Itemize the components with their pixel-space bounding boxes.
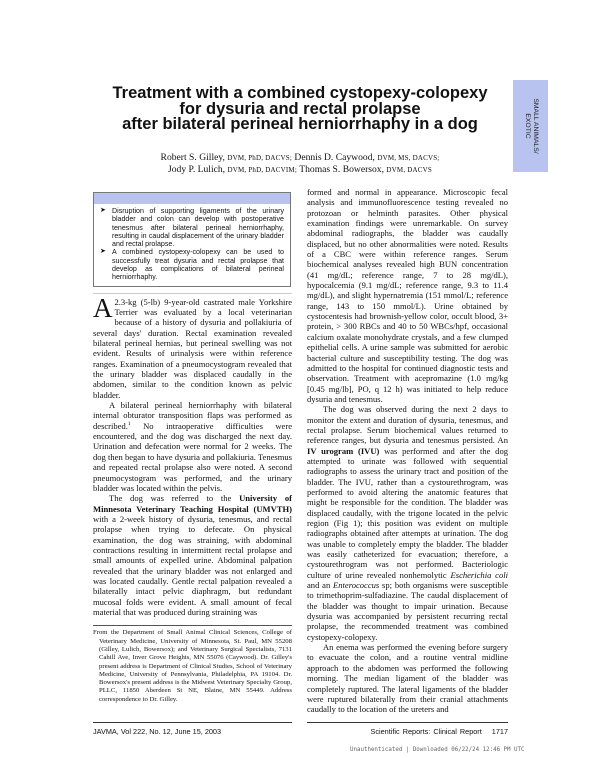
reference-citation: 1 bbox=[127, 420, 131, 427]
author-name: Thomas S. Bowersox, bbox=[299, 164, 384, 175]
page-number: 1717 bbox=[491, 726, 508, 736]
arrowhead-bullet-icon: ➤ bbox=[100, 207, 106, 214]
left-footer bbox=[93, 715, 292, 736]
key-points-box bbox=[93, 192, 291, 287]
author-name: Dennis D. Caywood, bbox=[294, 152, 375, 163]
paragraph bbox=[307, 404, 508, 642]
running-footer bbox=[307, 727, 508, 736]
article-title bbox=[90, 86, 510, 133]
paragraph-text: was performed and after the dog attempted to urinate was followed with sequential radiographs to assess the urinary tract and position of the bladder. The IVU, rather than a cystourethrogram, was performed to avoid altering the anatomic features that might be responsible for the condition. The bladder was displaced caudally, with the trigone located in the pelvic region (Fig 1); this position was evident on multiple radiographs obtained after attempts at urination. The dog was unable to completely empty the bladder. The bladder was easily catheterized for evacuation; therefore, a cystourethrogram was not performed. Bacteriologic culture of urine revealed nonhemolytic bbox=[307, 445, 508, 580]
author-name: Jody P. Lulich, bbox=[168, 164, 226, 175]
title-line: Treatment with a combined cystopexy-colopexy bbox=[112, 84, 488, 102]
paragraph-text: and an bbox=[307, 580, 334, 591]
paragraph-text: 2.3-kg (5-lb) 9-year-old castrated male Yorkshire Terrier was evaluated by a local veterinarian because of a history of dysuria and pollakiuria of several days' duration. Rectal examination revealed bilateral perineal hernias, but perineal swelling was not evident. Results of urinalysis were within reference ranges. Examination of a pneumocystogram revealed that the urinary bladder was displaced caudally in the abdomen, similar to the condition known as pelvic bladder. bbox=[93, 296, 292, 400]
paragraph bbox=[93, 400, 292, 493]
author-degrees: DVM, PhD, DACVS; bbox=[227, 154, 293, 162]
title-line: for dysuria and rectal prolapse bbox=[179, 99, 421, 118]
paragraph-text: The dog was observed during the next 2 days to monitor the extent and duration of dysuria, tenesmus, and rectal prolapse. Serum biochemical values returned to reference ranges, but dysuria and tenesmus persisted. An bbox=[307, 404, 508, 446]
footer-rule-right bbox=[307, 722, 508, 723]
drop-cap: A bbox=[93, 292, 113, 323]
paragraph-text: The dog was referred to the bbox=[109, 493, 240, 504]
left-column-text bbox=[93, 293, 292, 618]
section-tab bbox=[513, 80, 548, 172]
organism-name: Escherichia coli bbox=[450, 569, 508, 580]
key-point bbox=[100, 248, 284, 281]
key-point bbox=[100, 207, 284, 248]
key-point-text: Disruption of supporting ligaments of the urinary bladder and colon can develop with postoperative tenesmus after bilateral perineal herniorrhaphy, resulting in caudal displacement of the urinary bladder and rectal prolapse. bbox=[112, 207, 284, 249]
left-column bbox=[93, 184, 292, 736]
affiliation-footnote bbox=[93, 625, 292, 704]
author-list bbox=[100, 152, 500, 176]
bold-term: University of Minnesota Veterinary Teaching Hospital (UMVTH) bbox=[93, 493, 292, 514]
key-point-text: A combined cystopexy-colopexy can be used to successfully treat dysuria and rectal prolapse that develop as complications of bilateral perineal herniorrhaphy. bbox=[112, 248, 284, 282]
arrowhead-bullet-icon: ➤ bbox=[100, 248, 106, 256]
section-tab-line: SMALL ANIMALS/ bbox=[531, 98, 539, 154]
title-line: after bilateral perineal herniorrhaphy in a dog bbox=[122, 115, 478, 133]
key-points-header-bar bbox=[94, 193, 290, 204]
paragraph: An enema was performed the evening before surgery to evacuate the colon, and a routine ventral midline approach to the abdomen was performed the following morning. The median ligament of the bladder was completely ruptured. The lateral ligaments of the bladder were ruptured bilaterally from their cranial attachments caudally to the location of the ureters and bbox=[307, 642, 508, 715]
author-degrees: DVM, DACVS bbox=[386, 166, 432, 174]
paragraph-text: A bilateral perineal herniorrhaphy with bilateral internal obturator transposition flaps was performed as described. bbox=[93, 400, 292, 431]
right-column-text bbox=[307, 187, 508, 715]
author-degrees: DVM, PhD, DACVIM; bbox=[227, 166, 298, 174]
paragraph-text: sp; both organisms were susceptible to trimethoprim-sulfadiazine. The caudal displacement of the bladder was thought to impair urination. Because dysuria was accompanied by persistent recurring rectal prolapse, the recommended treatment was combined cystopexy-colopexy. bbox=[307, 580, 508, 642]
section-label: Scientific Reports: Clinical Report bbox=[370, 726, 482, 736]
paragraph bbox=[93, 493, 292, 617]
right-footer bbox=[307, 715, 508, 736]
journal-citation: JAVMA, Vol 222, No. 12, June 15, 2003 bbox=[93, 726, 222, 736]
paragraph: formed and normal in appearance. Microscopic fecal analysis and immunofluorescence testing revealed no protozoan or helminth parasites. Other physical examination findings were unremarkable. On survey abdominal radiographs, the bladder was caudally displaced, but no other abnormalities were noted. Results of a CBC were within reference ranges. Serum biochemical analyses revealed high BUN concentration (41 mg/dL; reference range, 7 to 28 mg/dL), hypocalcemia (9.1 mg/dL; reference range, 9.3 to 11.4 mg/dL), and slight hypernatremia (151 mmol/L; reference range, 143 to 150 mmol/L). Urine obtained by cystocentesis had brownish-yellow color, occult blood, 3+ protein, > 300 RBCs and 40 to 50 WBCs/hpf, occasional calcium oxalate monohydrate crystals, and a few clumped epithelial cells. A urine sample was submitted for aerobic bacterial culture and susceptibility testing. The dog was admitted to the hospital for continued diagnostic tests and observation. Treatment with acepromazine (1.0 mg/kg [0.45 mg/lb], PO, q 12 h) was initiated to help reduce dysuria and tenesmus. bbox=[307, 187, 508, 404]
footnote-text: From the Department of Small Animal Clinical Sciences, College of Veterinary Medicine, University of Minnesota, St. Paul, MN 55208 (Gilley, Lulich, Bowersox); and Veterinary Surgical Specialists, 7131 Cahill Ave, Inver Grove Heights, MN 55076 (Caywood). Dr. Gilley's present address is Department of Clinical Studies, School of Veterinary Medicine, University of Pennsylvania, Philadelphia, PA 19104. Dr. Bowersox's present address is the Midwest Veterinary Specialty Group, PLLC, 11850 Aberdeen St NE, Blaine, MN 55449. Address correspondence to Dr. Gilley. bbox=[93, 629, 292, 703]
article-header bbox=[0, 0, 600, 184]
bold-term: IV urogram (IVU) bbox=[307, 445, 380, 456]
footer-rule-left bbox=[93, 722, 292, 723]
paragraph-text: No intraoperative difficulties were encountered, and the dog was discharged the next day. Urination and defecation were normal for 2 weeks. The dog then began to have dysuria and pollakiuria. Tenesmus and repeated rectal prolapse also were noted. A second pneumocystogram was performed, and the urinary bladder was located within the pelvis. bbox=[93, 420, 292, 493]
article-body bbox=[93, 184, 508, 736]
download-watermark: Unauthenticated | Downloaded 06/22/24 12:46 PM UTC bbox=[350, 746, 525, 753]
author-degrees: DVM, MS, DACVS; bbox=[377, 154, 440, 162]
paragraph-text: with a 2-week history of dysuria, tenesmus, and rectal prolapse when trying to defecate. On physical examination, the dog was straining, with abdominal contractions resulting in intermittent rectal prolapse and small amounts of expelled urine. Abdominal palpation revealed that the urinary bladder was not enlarged and was located caudally. Gentle rectal palpation revealed a bilaterally intact pelvic diaphragm, but redundant mucosal folds were evident. A small amount of fecal material that was produced during straining was bbox=[93, 513, 292, 617]
right-column bbox=[307, 184, 508, 736]
paragraph bbox=[93, 292, 292, 400]
author-name: Robert S. Gilley, bbox=[160, 152, 225, 163]
organism-name: Enterococcus bbox=[333, 580, 380, 591]
section-tab-line: EXOTIC bbox=[523, 113, 531, 139]
